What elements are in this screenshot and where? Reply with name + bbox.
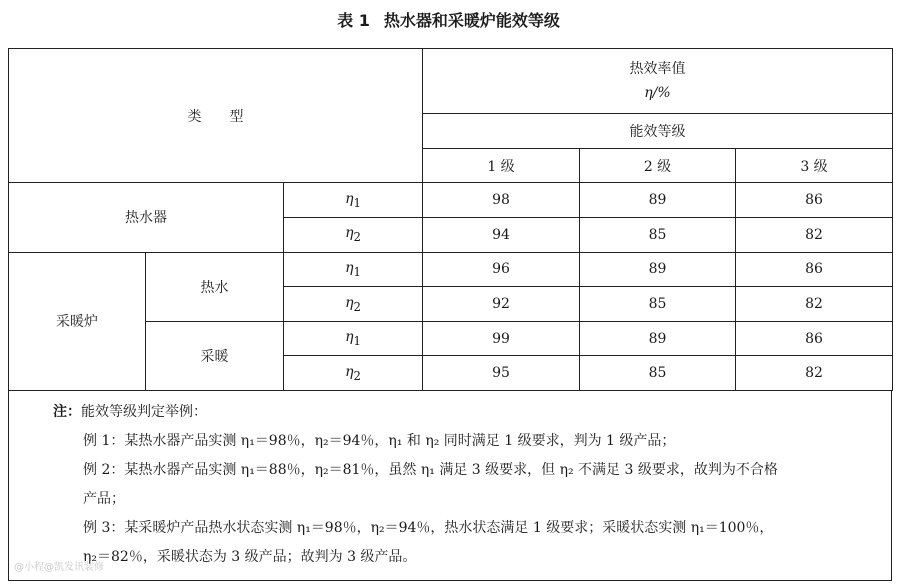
notes-intro: 能效等级判定举例： (81, 404, 207, 420)
note-example-1: 例 1：某热水器产品实测 η₁＝98％，η₂＝94％，η₁ 和 η₂ 同时满足 1 级要求，判为 1 级产品； (83, 433, 676, 449)
value-cell: 89 (580, 183, 736, 218)
header-type: 类 型 (9, 49, 423, 183)
table-number: 表 1 (337, 11, 370, 30)
eta-cell: $\eta_2$ (284, 356, 423, 391)
value-cell: 85 (580, 356, 736, 391)
note-example-3-cont: η₂＝82％，采暖状态为 3 级产品；故判为 3 级产品。 (83, 549, 417, 565)
notes-intro-line (53, 398, 207, 426)
header-grade-1: 1 级 (423, 148, 580, 183)
efficiency-table (8, 48, 893, 391)
header-metric-label: 热效率值 (629, 61, 686, 78)
watermark: @小程@凯发讯装修 (14, 562, 104, 573)
eta-cell: $\eta_1$ (284, 321, 423, 356)
cat-water-heater: 热水器 (9, 183, 284, 252)
value-cell: 94 (423, 217, 580, 252)
eta-cell: $\eta_1$ (284, 183, 423, 218)
table-title (0, 8, 897, 31)
value-cell: 85 (580, 287, 736, 322)
note-example-3: 例 3：某采暖炉产品热水状态实测 η₁＝98％，η₂＝94％，热水状态满足 1 级要求；采暖状态实测 η₁＝100％， (83, 520, 774, 536)
value-cell: 99 (423, 321, 580, 356)
value-cell: 89 (580, 252, 736, 287)
value-cell: 82 (736, 356, 893, 391)
value-cell: 82 (736, 217, 893, 252)
value-cell: 95 (423, 356, 580, 391)
header-metric (423, 49, 893, 114)
notes-label: 注： (53, 404, 81, 420)
eta-cell: $\eta_2$ (284, 217, 423, 252)
value-cell: 96 (423, 252, 580, 287)
value-cell: 89 (580, 321, 736, 356)
value-cell: 86 (736, 252, 893, 287)
header-unit: η/% (644, 85, 671, 102)
note-example-2: 例 2：某热水器产品实测 η₁＝88％，η₂＝81％，虽然 η₁ 满足 3 级要求，但 η₂ 不满足 3 级要求，故判为不合格 (83, 462, 778, 478)
eta-cell: $\eta_2$ (284, 287, 423, 322)
header-grade-3: 3 级 (736, 148, 893, 183)
header-grade-group: 能效等级 (423, 114, 893, 149)
table-title-text: 热水器和采暖炉能效等级 (383, 11, 560, 30)
value-cell: 85 (580, 217, 736, 252)
notes-box (8, 390, 892, 581)
header-grade-2: 2 级 (580, 148, 736, 183)
sub-hot-water: 热水 (146, 252, 284, 321)
sub-heating: 采暖 (146, 321, 284, 390)
cat-boiler: 采暖炉 (9, 252, 146, 390)
value-cell: 92 (423, 287, 580, 322)
eta-cell: $\eta_1$ (284, 252, 423, 287)
value-cell: 82 (736, 287, 893, 322)
value-cell: 86 (736, 321, 893, 356)
value-cell: 98 (423, 183, 580, 218)
note-example-2-cont: 产品； (83, 491, 125, 507)
value-cell: 86 (736, 183, 893, 218)
